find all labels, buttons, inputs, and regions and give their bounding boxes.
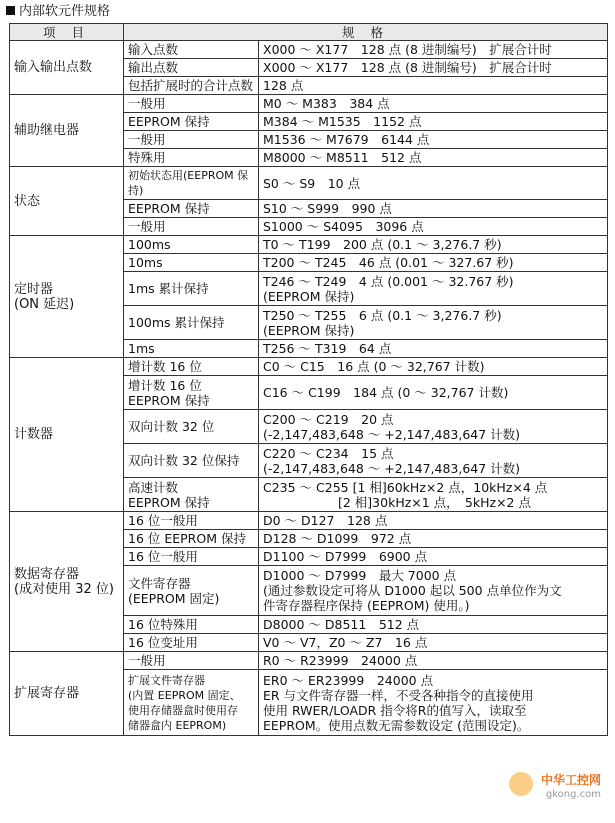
sub-item-line: 输出点数: [128, 60, 179, 75]
spec-cell: [259, 548, 608, 566]
header-item: 项 目: [10, 24, 124, 41]
spec-cell: [259, 77, 608, 95]
sub-item: [124, 340, 259, 358]
watermark-text: 中华工控网: [540, 773, 601, 787]
sub-item: [124, 358, 259, 376]
sub-item-line: 初始状态用(EEPROM 保持): [128, 169, 249, 197]
sub-item-line: 使用存储器盒时使用存: [128, 703, 238, 717]
sub-item-line: 16 位变址用: [128, 635, 198, 650]
group-name-line: (成对使用 32 位): [14, 581, 114, 597]
sub-item: [124, 254, 259, 272]
spec-line: (-2,147,483,648 ～ +2,147,483,647 计数): [263, 460, 521, 476]
spec-cell: [259, 478, 608, 512]
sub-item-line: 1ms: [128, 341, 155, 356]
spec-line: (通过参数设定可将从 D1000 起以 500 点单位作为文: [263, 583, 562, 598]
spec-line: 128 点: [263, 78, 304, 93]
spec-line: V0 ～ V7，Z0 ～ Z7 16 点: [263, 635, 428, 650]
spec-line: T246 ～ T249 4 点 (0.001 ～ 32.767 秒): [263, 273, 514, 289]
spec-line: (EEPROM 保持): [263, 288, 355, 304]
sub-item: [124, 530, 259, 548]
spec-line: (-2,147,483,648 ～ +2,147,483,647 计数): [263, 426, 521, 442]
group-name: [10, 236, 124, 358]
table-row: [10, 652, 608, 670]
group-name: [10, 358, 124, 512]
spec-cell: [259, 616, 608, 634]
spec-line: M384 ～ M1535 1152 点: [263, 114, 422, 129]
sub-item: [124, 59, 259, 77]
sub-item-line: 特殊用: [128, 150, 166, 165]
group-name-line: (ON 延迟): [14, 296, 75, 312]
spec-line: C0 ～ C15 16 点 (0 ～ 32,767 计数): [263, 359, 485, 374]
header-spec: 规 格: [124, 24, 608, 41]
group-name-line: 计数器: [14, 427, 54, 442]
sub-item-line: 增计数 16 位: [128, 377, 202, 393]
spec-cell: [259, 670, 608, 736]
square-bullet-icon: [6, 6, 15, 15]
spec-line: D8000 ～ D8511 512 点: [263, 617, 420, 632]
spec-line: C220 ～ C234 15 点: [263, 445, 394, 461]
sub-item-line: 扩展文件寄存器: [128, 673, 205, 687]
spec-line: S1000 ～ S4095 3096 点: [263, 219, 424, 234]
sub-item-line: EEPROM 保持: [128, 392, 210, 408]
spec-line: C16 ～ C199 184 点 (0 ～ 32,767 计数): [263, 385, 509, 400]
spec-line: D128 ～ D1099 972 点: [263, 531, 412, 546]
sub-item: [124, 77, 259, 95]
table-row: [10, 236, 608, 254]
table-row: [10, 95, 608, 113]
sub-item-line: 高速计数: [128, 479, 179, 495]
sub-item: [124, 236, 259, 254]
spec-cell: [259, 272, 608, 306]
spec-line: ER0 ～ ER23999 24000 点: [263, 672, 434, 688]
sub-item: [124, 652, 259, 670]
spec-line: M0 ～ M383 384 点: [263, 96, 390, 111]
sub-item-line: 储器盒内 EEPROM): [128, 718, 227, 732]
sub-item-line: 16 位 EEPROM 保持: [128, 531, 246, 546]
sub-item-line: 10ms: [128, 255, 163, 270]
spec-line: D0 ～ D127 128 点: [263, 513, 388, 528]
group-name: [10, 95, 124, 167]
spec-line: M1536 ～ M7679 6144 点: [263, 132, 430, 147]
sub-item-line: 16 位一般用: [128, 513, 198, 528]
sub-item-line: 包括扩展时的合计点数: [128, 78, 254, 93]
group-name-line: 定时器: [14, 281, 54, 297]
spec-cell: [259, 410, 608, 444]
sub-item: [124, 444, 259, 478]
sub-item-line: 一般用: [128, 653, 166, 668]
sub-item: [124, 41, 259, 59]
spec-line: D1100 ～ D7999 6900 点: [263, 549, 428, 564]
sub-item: [124, 616, 259, 634]
sub-item: [124, 512, 259, 530]
sub-item-line: 输入点数: [128, 42, 179, 57]
spec-line: C200 ～ C219 20 点: [263, 411, 394, 427]
spec-line: S0 ～ S9 10 点: [263, 175, 361, 191]
group-name-line: 输入输出点数: [14, 60, 93, 75]
sub-item-line: 双向计数 32 位保持: [128, 453, 240, 468]
sub-item: [124, 670, 259, 736]
table-row: [10, 167, 608, 200]
table-row: [10, 358, 608, 376]
spec-cell: [259, 376, 608, 410]
sub-item: [124, 149, 259, 167]
spec-line: ER 与文件寄存器一样，不受各种指令的直接使用: [263, 687, 534, 703]
group-name: [10, 512, 124, 652]
spec-cell: [259, 131, 608, 149]
table-row: [10, 41, 608, 59]
sub-item-line: EEPROM 保持: [128, 114, 210, 129]
spec-cell: [259, 200, 608, 218]
group-name-line: 数据寄存器: [14, 566, 80, 582]
sub-item-line: 双向计数 32 位: [128, 419, 215, 434]
table-header-row: [10, 24, 608, 41]
spec-cell: [259, 444, 608, 478]
group-name-line: 状态: [14, 193, 41, 209]
spec-line: T200 ～ T245 46 点 (0.01 ～ 327.67 秒): [263, 255, 514, 270]
spec-cell: [259, 530, 608, 548]
spec-cell: [259, 652, 608, 670]
spec-cell: [259, 236, 608, 254]
spec-cell: [259, 149, 608, 167]
watermark-logo-icon: [509, 772, 533, 796]
spec-cell: [259, 113, 608, 131]
sub-item-line: 一般用: [128, 219, 166, 234]
sub-item-line: 16 位特殊用: [128, 617, 198, 632]
spec-line: S10 ～ S999 990 点: [263, 201, 392, 216]
spec-table: [9, 23, 608, 736]
spec-line: (EEPROM 保持): [263, 322, 355, 338]
sub-item: [124, 200, 259, 218]
sub-item-line: 增计数 16 位: [128, 359, 202, 374]
spec-line: T250 ～ T255 6 点 (0.1 ～ 3,276.7 秒): [263, 307, 502, 323]
group-name: [10, 41, 124, 95]
spec-line: D1000 ～ D7999 最大 7000 点: [263, 568, 457, 583]
sub-item: [124, 272, 259, 306]
sub-item: [124, 131, 259, 149]
sub-item-line: 100ms: [128, 237, 171, 252]
spec-line: [2 相]30kHz×1 点， 5kHz×2 点: [263, 494, 531, 510]
spec-line: C235 ～ C255 [1 相]60kHz×2 点，10kHz×4 点: [263, 479, 548, 495]
watermark-url: gkong.com: [545, 789, 601, 800]
sub-item-line: (内置 EEPROM 固定、: [128, 688, 241, 702]
spec-line: X000 ～ X177 128 点 (8 进制编号) 扩展合计时: [263, 42, 552, 57]
sub-item-line: 16 位一般用: [128, 549, 198, 564]
sub-item: [124, 478, 259, 512]
spec-cell: [259, 340, 608, 358]
spec-cell: [259, 167, 608, 200]
spec-line: 件寄存器程序保持 (EEPROM) 使用。): [263, 598, 470, 613]
spec-cell: [259, 634, 608, 652]
sub-item: [124, 306, 259, 340]
spec-line: X000 ～ X177 128 点 (8 进制编号) 扩展合计时: [263, 60, 552, 75]
sub-item: [124, 95, 259, 113]
spec-cell: [259, 218, 608, 236]
sub-item: [124, 548, 259, 566]
sub-item-line: 100ms 累计保持: [128, 315, 225, 330]
sub-item: [124, 167, 259, 200]
table-row: [10, 512, 608, 530]
group-name-line: 扩展寄存器: [14, 686, 80, 701]
spec-cell: [259, 254, 608, 272]
group-name-line: 辅助继电器: [14, 123, 80, 138]
sub-item: [124, 376, 259, 410]
sub-item-line: (EEPROM 固定): [128, 590, 220, 606]
spec-line: 使用 RWER/LOADR 指令将R的值写入，读取至: [263, 702, 527, 718]
spec-cell: [259, 566, 608, 616]
spec-line: R0 ～ R23999 24000 点: [263, 653, 418, 668]
spec-line: T0 ～ T199 200 点 (0.1 ～ 3,276.7 秒): [263, 237, 502, 252]
sub-item-line: EEPROM 保持: [128, 201, 210, 216]
sub-item-line: 一般用: [128, 132, 166, 147]
sub-item-line: EEPROM 保持: [128, 494, 210, 510]
spec-cell: [259, 306, 608, 340]
spec-cell: [259, 358, 608, 376]
spec-line: M8000 ～ M8511 512 点: [263, 150, 422, 165]
spec-cell: [259, 41, 608, 59]
spec-cell: [259, 512, 608, 530]
sub-item: [124, 113, 259, 131]
spec-line: EEPROM。使用点数无需参数设定 (范围设定)。: [263, 717, 530, 733]
sub-item: [124, 218, 259, 236]
sub-item-line: 一般用: [128, 96, 166, 111]
spec-cell: [259, 59, 608, 77]
sub-item: [124, 410, 259, 444]
page-title: 内部软元件规格: [6, 4, 110, 20]
sub-item-line: 1ms 累计保持: [128, 281, 209, 296]
group-name: [10, 167, 124, 236]
sub-item: [124, 566, 259, 616]
sub-item: [124, 634, 259, 652]
spec-line: T256 ～ T319 64 点: [263, 341, 392, 356]
spec-cell: [259, 95, 608, 113]
sub-item-line: 文件寄存器: [128, 575, 191, 591]
group-name: [10, 652, 124, 736]
